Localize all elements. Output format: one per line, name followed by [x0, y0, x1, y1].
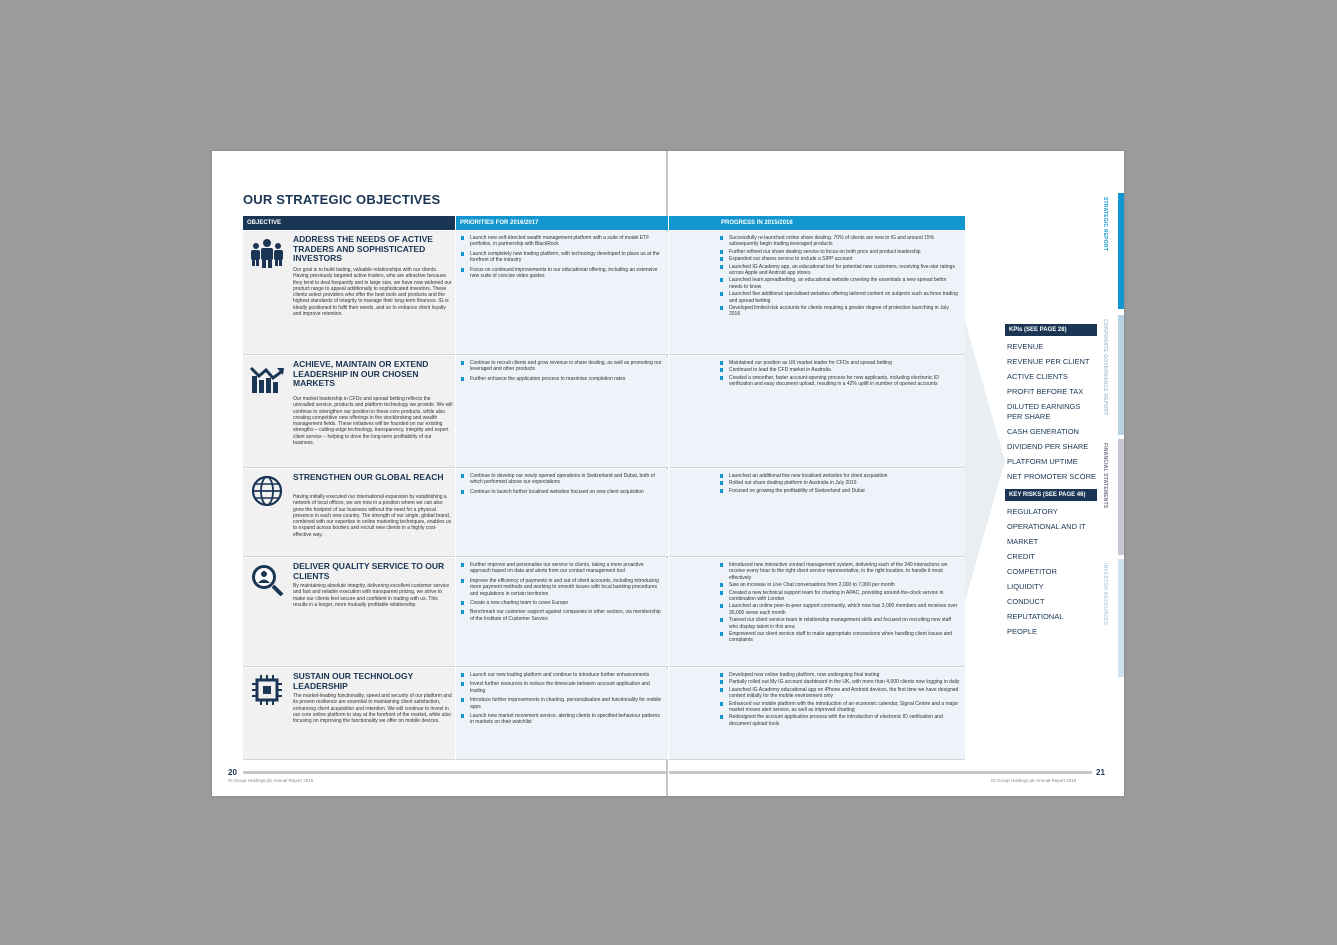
priorities-cell [456, 668, 668, 760]
progress-item: Rolled out share dealing platform to Australia in July 2016 [719, 480, 961, 486]
footer-text-left: IG Group Holdings plc Annual Report 2016 [228, 778, 314, 783]
priorities-cell [456, 356, 668, 468]
tab-bar [1118, 315, 1124, 435]
kpi-item: DIVIDEND PER SHARE [1007, 441, 1089, 451]
progress-item: Launched IG Academy educational app on iPhone and Android devices, the first time we have designed content initially for the mobile environment only [719, 687, 961, 700]
objective-description: The market-leading functionality, speed and security of our platform and its proven resilience are essential to maintaining client satisfaction, enhancing client acquisition and retention. We will continue to invest in our core online platform to stay at the forefront of the market, while also focusing on improving the functionality we offer on mobile devices. [293, 693, 452, 725]
kpi-item: DILUTED EARNINGS PER SHARE [1007, 402, 1081, 421]
progress-item: Continued to lead the CFD market in Australia [719, 367, 961, 373]
progress-cell [669, 356, 965, 468]
priority-item: Focus on continued improvements to our educational offering, including an extensive new suite of concise video guides [460, 267, 664, 280]
objective-description: Our market leadership in CFDs and spread betting reflects the unrivalled service, products and platform technology we provide. We will continue to strengthen our position in these core products, while also creating competitive new offerings in the stockbroking and wealth management fields. These initiatives will be founded on our existing strengths – cutting-edge technology, transparency, integrity and expert client service – helping to drive the long-term profitability of our business. [293, 396, 453, 447]
priority-item: Launch new market movement service, alerting clients to specified behaviour patterns in markets on their watchlist [460, 713, 664, 726]
progress-item: Created a new technical support team for charting in APAC, providing around-the-clock service in combination with London [719, 590, 961, 603]
objective-description: By maintaining absolute integrity, delivering excellent customer service and fast and reliable execution with transparent pricing, we strive to make our clients feel secure and confident in trading with us. This results in a longer, more mutually profitable relationship. [293, 583, 450, 608]
objective-title: ADDRESS THE NEEDS OF ACTIVE TRADERS AND SOPHISTICATED INVESTORS [293, 234, 433, 263]
priority-item: Improve the efficiency of payments in and out of client accounts, including introducing more payment methods and working to smooth issues with local banking procedures and regulations in certain territories [460, 578, 664, 597]
tab-financial-statements[interactable] [1100, 439, 1124, 555]
tab-strategic-report[interactable] [1100, 193, 1124, 309]
risks-heading: KEY RISKS (SEE PAGE 46) [1005, 489, 1097, 501]
objective-title: STRENGTHEN OUR GLOBAL REACH [293, 472, 444, 482]
risk-item: CREDIT [1007, 551, 1035, 561]
risk-item: REGULATORY [1007, 506, 1058, 516]
kpi-item: PLATFORM UPTIME [1007, 456, 1078, 466]
kpi-heading: KPIs (SEE PAGE 28) [1005, 324, 1097, 336]
priority-item: Invest further resources to reduce the timescale between account application and trading [460, 681, 664, 694]
progress-item: Launched five additional specialised websites offering tailored content on subjects such as forex trading and spread betting [719, 291, 961, 304]
objective-row [243, 356, 965, 468]
progress-item: Successfully re-launched online share dealing. 70% of clients are new to IG and around 15% subsequently begin trading leveraged products [719, 235, 961, 248]
kpi-list [1005, 336, 1097, 489]
progress-cell [669, 668, 965, 760]
tab-label: STRATEGIC REPORT [1102, 197, 1108, 251]
priorities-cell [456, 558, 668, 667]
objective-cell [243, 469, 455, 557]
objective-title: SUSTAIN OUR TECHNOLOGY LEADERSHIP [293, 671, 414, 691]
objective-cell [243, 558, 455, 667]
section-tabs [1100, 151, 1124, 796]
progress-item: Launched an online peer-to-peer support community, which now has 3,000 members and receives over 30,000 views each month [719, 603, 961, 616]
progress-item: Maintained our position as UK market leader for CFDs and spread betting [719, 360, 961, 366]
tab-corporate-governance-report[interactable] [1100, 315, 1124, 435]
progress-item: Further refined our share dealing service to focus on both price and product leadership [719, 249, 961, 255]
annual-report-spread [212, 151, 1124, 796]
objective-title: DELIVER QUALITY SERVICE TO OUR CLIENTS [293, 561, 445, 581]
priority-item: Continue to develop our newly opened operations in Switzerland and Dubai, both of which performed above our expectations [460, 473, 664, 486]
objective-row [243, 668, 965, 760]
tab-bar [1118, 559, 1124, 677]
objective-description: Our goal is to build lasting, valuable relationships with our clients. Having previously targeted active traders, who are attractive because they tend to deal frequently and in large size, we have now widened our product range to appeal additionally to sophisticated investors. These clients select providers who offer the best tools and products and the highest standards of integrity to manage their long-term finances. IG is ideally positioned to fulfil their needs, and so to enhance client loyalty and improve retention. [293, 267, 452, 318]
progress-item: Saw an increase in Live Chat conversations from 2,000 to 7,000 per month [719, 582, 961, 588]
risk-item: MARKET [1007, 536, 1039, 546]
progress-item: Launched an additional five new localised websites for client acquisition [719, 473, 961, 479]
tab-label: FINANCIAL STATEMENTS [1102, 443, 1108, 509]
progress-item: Developed new online trading platform, now undergoing final testing [719, 672, 961, 678]
priority-item: Create a new charting team to cover Europe [460, 600, 664, 606]
kpi-item: NET PROMOTER SCORE [1007, 471, 1097, 481]
link-arrow [965, 321, 1005, 601]
kpi-item: ACTIVE CLIENTS [1007, 372, 1068, 381]
risk-item: REPUTATIONAL [1007, 611, 1064, 621]
objective-cell [243, 668, 455, 760]
progress-list [719, 360, 961, 389]
progress-item: Trained our client service team in relationship management skills and focused on recruiting new staff who display talent in this area [719, 617, 961, 630]
progress-cell [669, 469, 965, 557]
people-icon [249, 237, 285, 269]
tab-investor-resources[interactable] [1100, 559, 1124, 677]
progress-list [719, 672, 961, 728]
priorities-list [460, 562, 664, 625]
progress-cell [669, 558, 965, 667]
priorities-cell [456, 231, 668, 355]
priority-item: Continue to launch further localised websites focused on new client acquisition [460, 489, 664, 495]
kpi-item: REVENUE [1007, 342, 1044, 351]
progress-item: Introduced new interactive contact management system, delivering each of the 240 interactions we receive every hour to the right client service representative, in the right location, to handle it most effectively [719, 562, 961, 581]
priorities-cell [456, 469, 668, 557]
priority-item: Benchmark our customer support against companies in other sectors, via membership of the Institute of Customer Service [460, 609, 664, 622]
priority-item: Continue to recruit clients and grow revenue in share dealing, as well as promoting our leveraged and other products [460, 360, 664, 373]
kpi-item: REVENUE PER CLIENT [1007, 357, 1090, 366]
risk-item: COMPETITOR [1007, 566, 1057, 576]
page-number-right: 21 [1096, 768, 1105, 777]
priority-item: Further improve and personalise our service to clients, taking a more proactive approach based on data and alerts from our contact management tool [460, 562, 664, 575]
page-number-left: 20 [228, 768, 237, 777]
objective-row [243, 558, 965, 667]
risk-item: LIQUIDITY [1007, 581, 1044, 591]
priority-item: Launch new self-directed wealth management platform with a suite of model ETF portfolios, in partnership with BlackRock [460, 235, 664, 248]
progress-item: Partially rolled out My IG account dashboard in the UK, with more than 4,000 clients now logging in daily [719, 679, 961, 685]
progress-item: Enhanced our mobile platform with the introduction of an economic calendar, Signal Centre and a major market moves alert service, as well as improved charting [719, 701, 961, 714]
tab-bar [1118, 193, 1124, 309]
progress-item: Launched learn.spreadbetting, an educational website covering the essentials a new spread bettor needs to know [719, 277, 961, 290]
progress-item: Created a smoother, faster account-opening process for new applicants, including electronic ID verification and easy document upload, resulting in a 42% uplift in number of opened accounts [719, 375, 961, 388]
footer-rule [243, 771, 666, 774]
priority-item: Further enhance the application process to maximise completion rates [460, 376, 664, 382]
priority-item: Introduce further improvements in charting, personalisation and functionality for mobile apps [460, 697, 664, 710]
objective-description: Having initially executed our international expansion by establishing a network of local offices, we are now in a position where we can also grow the footprint of our business without the need for a physical presence in each new country. The strength of our single, global brand, combined with our expertise in online marketing techniques, enables us to expand across borders and recruit new clients in a highly cost-effective way. [293, 494, 452, 538]
tab-label: CORPORATE GOVERNANCE REPORT [1102, 319, 1108, 416]
priorities-list [460, 672, 664, 729]
progress-list [719, 562, 961, 645]
tab-label: INVESTOR RESOURCES [1102, 563, 1108, 626]
priority-item: Launch our new trading platform and continue to introduce further enhancements [460, 672, 664, 678]
risk-item: OPERATIONAL AND IT [1007, 521, 1086, 531]
objective-cell [243, 231, 455, 355]
footer-rule [669, 771, 1092, 774]
progress-item: Developed limited-risk accounts for clients requiring a greater degree of protection launching in July 2016 [719, 305, 961, 318]
risk-item: PEOPLE [1007, 626, 1038, 636]
progress-item: Launched IG Academy app, an educational tool for potential new customers, receiving five-star ratings across Apple and Android app stores [719, 264, 961, 277]
header-progress: PROGRESS IN 2015/2016 [669, 216, 965, 230]
progress-list [719, 235, 961, 319]
progress-item: Expanded our shares service to include a SIPP account [719, 256, 961, 262]
priorities-list [460, 473, 664, 498]
footer-text-right: IG Group Holdings plc Annual Report 2016 [991, 778, 1077, 783]
header-priorities: PRIORITIES FOR 2016/2017 [456, 216, 668, 230]
tab-bar [1118, 439, 1124, 555]
objective-row [243, 469, 965, 557]
client-search-icon [249, 564, 285, 596]
growth-chart-icon [249, 362, 285, 394]
progress-list [719, 473, 961, 495]
priorities-list [460, 360, 664, 385]
page-title: OUR STRATEGIC OBJECTIVES [243, 192, 441, 207]
risks-list [1005, 501, 1097, 644]
progress-item: Focused on growing the profitability of Switzerland and Dubai [719, 488, 961, 494]
objective-cell [243, 356, 455, 468]
priorities-list [460, 235, 664, 282]
progress-item: Redesigned the account application process with the introduction of electronic ID verification and document upload tools [719, 714, 961, 727]
chip-icon [249, 674, 285, 706]
header-objective: OBJECTIVE [243, 216, 455, 230]
risk-item: CONDUCT [1007, 596, 1045, 606]
progress-item: Empowered our client service staff to make appropriate concessions when handling client issues and complaints [719, 631, 961, 644]
kpi-item: CASH GENERATION [1007, 426, 1079, 436]
progress-cell [669, 231, 965, 355]
globe-icon [249, 475, 285, 507]
kpi-item: PROFIT BEFORE TAX [1007, 387, 1084, 396]
objective-row [243, 231, 965, 355]
kpi-panel [1005, 324, 1097, 644]
objective-title: ACHIEVE, MAINTAIN OR EXTEND LEADERSHIP IN OUR CHOSEN MARKETS [293, 359, 429, 388]
priority-item: Launch completely new trading platform, with technology developed to place us at the forefront of the industry [460, 251, 664, 264]
